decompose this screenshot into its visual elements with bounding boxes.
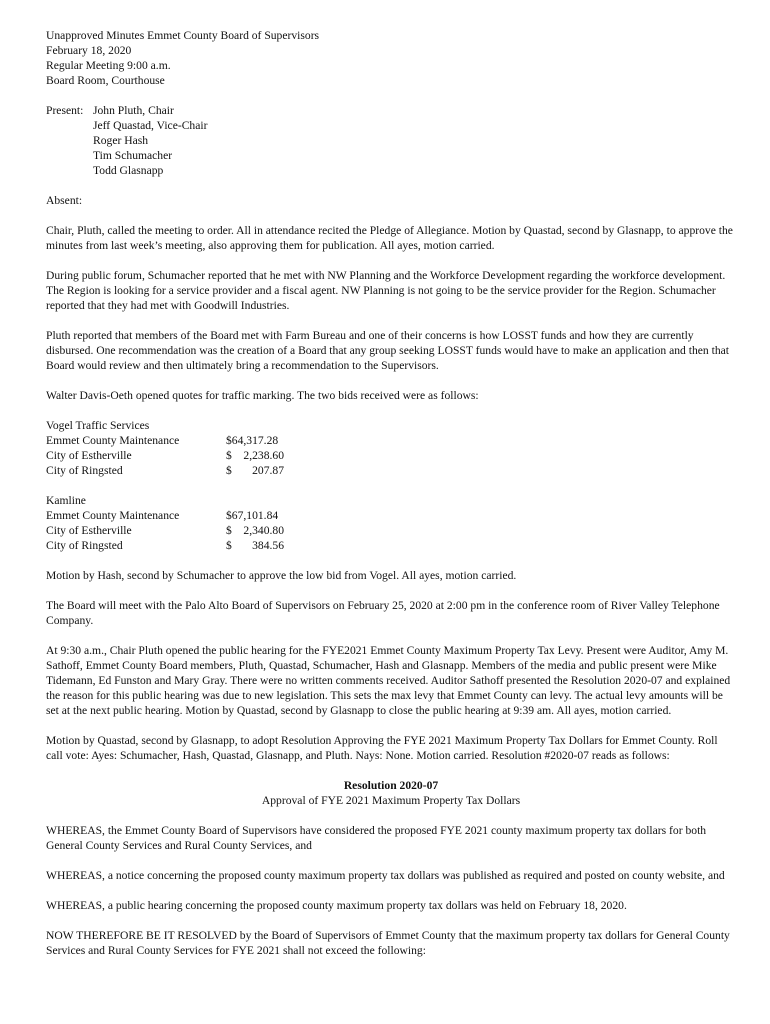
header-line: February 18, 2020: [46, 44, 132, 57]
bid-row: [46, 433, 736, 448]
bid-amount: 2,238.60: [243, 449, 284, 462]
bid-amount: 207.87: [252, 464, 284, 477]
present-member: John Pluth, Chair: [93, 104, 174, 117]
bid-kamline: [46, 493, 736, 553]
minutes-page: [46, 28, 736, 973]
bid-vendor: Kamline: [46, 494, 86, 507]
bid-amount-cell: [226, 523, 284, 538]
paragraph-call-to-order: Chair, Pluth, called the meeting to order. All in attendance recited the Pledge of Allegiance. Motion by Quastad, second by Glasnapp, to approve the minutes from last week’s meeting, also approving them for publication. All ayes, motion carried.: [46, 224, 733, 252]
bid-amount: 2,340.80: [243, 524, 284, 537]
bid-entity: Emmet County Maintenance: [46, 434, 180, 447]
bid-row: [46, 538, 736, 553]
paragraph-whereas-notice: WHEREAS, a notice concerning the proposed county maximum property tax dollars was published as required and posted on county website, and: [46, 869, 725, 882]
paragraph-resolution-motion: Motion by Quastad, second by Glasnapp, to adopt Resolution Approving the FYE 2021 Maximum Property Tax Dollars for Emmet County. Roll call vote: Ayes: Schumacher, Hash, Quastad, Glasnapp, and Pluth. Nays: None. Motion carried. Resolution #2020-07 reads as follows:: [46, 734, 718, 762]
paragraph-palo-alto-meeting: The Board will meet with the Palo Alto Board of Supervisors on February 25, 2020 at 2:00 pm in the conference room of River Valley Telephone Company.: [46, 599, 720, 627]
paragraph-bid-motion: Motion by Hash, second by Schumacher to approve the low bid from Vogel. All ayes, motion carried.: [46, 569, 517, 582]
present-member: Tim Schumacher: [93, 149, 173, 162]
present-member: Todd Glasnapp: [93, 164, 164, 177]
bid-amount-cell: [226, 463, 284, 478]
paragraph-whereas-considered: WHEREAS, the Emmet County Board of Supervisors have considered the proposed FYE 2021 county maximum property tax dollars for both General County Services and Rural County Services, and: [46, 824, 707, 852]
absent-label: Absent:: [46, 194, 83, 207]
paragraph-public-hearing: At 9:30 a.m., Chair Pluth opened the public hearing for the FYE2021 Emmet County Maximum Property Tax Levy. Present were Auditor, Amy M. Sathoff, Emmet County Board members, Pluth, Quastad, Schumacher, Hash and Glasnapp. Members of the media and public present were Mike Tidemann, Ed Funston and Mary Gray. There were no written comments received. Auditor Sathoff presented the Resolution 2020-07 and explained the reason for this public hearing was due to new legislation. This sets the max levy that Emmet County can levy. The actual levy amounts will be set at the next public hearing. Motion by Quastad, second by Glasnapp to close the public hearing at 9:39 am. All ayes, motion carried.: [46, 644, 731, 717]
header-line: Unapproved Minutes Emmet County Board of Supervisors: [46, 29, 320, 42]
bid-amount: $67,101.84: [226, 509, 279, 522]
bid-row: [46, 508, 736, 523]
bid-vendor: Vogel Traffic Services: [46, 419, 150, 432]
bid-currency: $: [226, 464, 232, 477]
bid-entity: City of Estherville: [46, 449, 132, 462]
paragraph-public-forum: During public forum, Schumacher reported that he met with NW Planning and the Workforce Development regarding the workforce development. The Region is looking for a service provider and a fiscal agent. NW Planning is not going to be the service provider for the Region. Schumacher reported that they had met with Goodwill Industries.: [46, 269, 726, 312]
paragraph-now-therefore: NOW THEREFORE BE IT RESOLVED by the Board of Supervisors of Emmet County that the maximum property tax dollars for General County Services and Rural County Services for FYE 2021 shall not exceed the following:: [46, 929, 730, 957]
bid-entity: City of Estherville: [46, 524, 132, 537]
bid-entity: City of Ringsted: [46, 464, 123, 477]
bid-vogel: [46, 418, 736, 478]
bid-entity: City of Ringsted: [46, 539, 123, 552]
resolution-subtitle: Approval of FYE 2021 Maximum Property Tax Dollars: [261, 794, 521, 807]
header-line: Board Room, Courthouse: [46, 74, 165, 87]
bid-currency: $: [226, 524, 232, 537]
bid-entity: Emmet County Maintenance: [46, 509, 180, 522]
paragraph-whereas-hearing: WHEREAS, a public hearing concerning the proposed county maximum property tax dollars was held on February 18, 2020.: [46, 899, 627, 912]
bid-amount: $64,317.28: [226, 434, 279, 447]
bid-amount-cell: [226, 448, 284, 463]
present-label: Present:: [46, 104, 84, 117]
attendance-absent: [46, 193, 736, 208]
bid-currency: $: [226, 539, 232, 552]
paragraph-bids-intro: Walter Davis-Oeth opened quotes for traffic marking. The two bids received were as follows:: [46, 389, 479, 402]
bid-currency: $: [226, 449, 232, 462]
resolution-title: Resolution 2020-07: [343, 779, 439, 792]
header-line: Regular Meeting 9:00 a.m.: [46, 59, 171, 72]
bid-row: [46, 448, 736, 463]
present-list: [93, 103, 207, 178]
bid-row: [46, 463, 736, 478]
document-header: [46, 28, 736, 88]
bid-amount-cell: [226, 538, 284, 553]
present-member: Jeff Quastad, Vice-Chair: [93, 119, 208, 132]
attendance-present: [46, 103, 736, 178]
bid-amount: 384.56: [252, 539, 284, 552]
paragraph-losst-funds: Pluth reported that members of the Board met with Farm Bureau and one of their concerns is how LOSST funds and how they are currently disbursed. One recommendation was the creation of a Board that any group seeking LOSST funds would have to make an application and then that Board would review and then ultimately bring a recommendation to the Supervisors.: [46, 329, 729, 372]
bid-row: [46, 523, 736, 538]
present-member: Roger Hash: [93, 134, 149, 147]
